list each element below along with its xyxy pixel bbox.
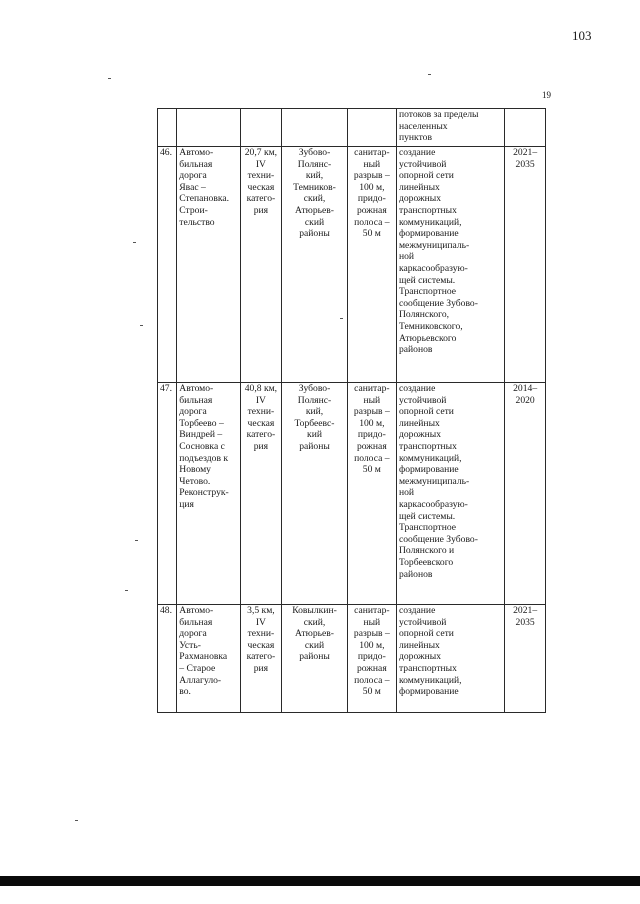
cell-num: [158, 109, 177, 147]
cell-zone: санитар- ный разрыв – 100 м, придо- рожная полоса – 50 м: [347, 147, 396, 383]
cell-years: 2021– 2035: [505, 147, 546, 383]
page-number: 103: [572, 28, 592, 43]
cell-purpose: создание устойчивой опорной сети линейных дорожных транспортных коммуникаций, формирование межмуниципаль- ной каркасообразую- щей системы. Транспортное сообщение Зубово- Полянского и Торбеевского районов: [396, 383, 504, 605]
cell-num: 47.: [158, 383, 177, 605]
cell-purpose: потоков за пределы населенных пунктов: [396, 109, 504, 147]
table-row: [158, 605, 546, 713]
cell-num: 48.: [158, 605, 177, 713]
cell-years: 2021– 2035: [505, 605, 546, 713]
cell-zone: санитар- ный разрыв – 100 м, придо- рожная полоса – 50 м: [347, 383, 396, 605]
cell-districts: Зубово- Полянс- кий, Темников- ский, Атюрьев- ский районы: [282, 147, 347, 383]
roads-table: [157, 108, 546, 713]
cell-purpose: создание устойчивой опорной сети линейных дорожных транспортных коммуникаций, формирование межмуниципаль- ной каркасообразую- щей системы. Транспортное сообщение Зубово- Полянского, Темниковского, Атюрьевского районов: [396, 147, 504, 383]
cell-districts: [282, 109, 347, 147]
cell-districts: Зубово- Полянс- кий, Торбеевс- кий районы: [282, 383, 347, 605]
cell-name: Автомо- бильная дорога Явас – Степановка. Строи- тельство: [177, 147, 240, 383]
cell-params: [240, 109, 282, 147]
scan-speck: [75, 820, 78, 821]
cell-purpose: создание устойчивой опорной сети линейных дорожных транспортных коммуникаций, формирование: [396, 605, 504, 713]
cell-params: 3,5 км, IV техни- ческая катего- рия: [240, 605, 282, 713]
scan-speck: [135, 540, 138, 541]
cell-zone: санитар- ный разрыв – 100 м, придо- рожная полоса – 50 м: [347, 605, 396, 713]
cell-name: Автомо- бильная дорога Торбеево – Виндрей – Сосновка с подъездов к Новому Четово. Реконструк- ция: [177, 383, 240, 605]
cell-years: [505, 109, 546, 147]
cell-zone: [347, 109, 396, 147]
table-row-continuation: [158, 109, 546, 147]
scan-speck: [428, 74, 431, 75]
cell-num: 46.: [158, 147, 177, 383]
scan-speck: [133, 242, 136, 243]
scan-speck: [125, 590, 128, 591]
table-row: [158, 383, 546, 605]
cell-years: 2014– 2020: [505, 383, 546, 605]
scan-speck: [340, 318, 343, 319]
scan-edge-bar: [0, 876, 640, 886]
scan-speck: [108, 78, 111, 79]
table-row: [158, 147, 546, 383]
cell-params: 40,8 км, IV техни- ческая катего- рия: [240, 383, 282, 605]
cell-name: [177, 109, 240, 147]
section-page-number: 19: [542, 90, 551, 100]
scan-speck: [140, 325, 143, 326]
cell-params: 20,7 км, IV техни- ческая катего- рия: [240, 147, 282, 383]
cell-districts: Ковылкин- ский, Атюрьев- ский районы: [282, 605, 347, 713]
cell-name: Автомо- бильная дорога Усть- Рахмановка – Старое Аллагуло- во.: [177, 605, 240, 713]
